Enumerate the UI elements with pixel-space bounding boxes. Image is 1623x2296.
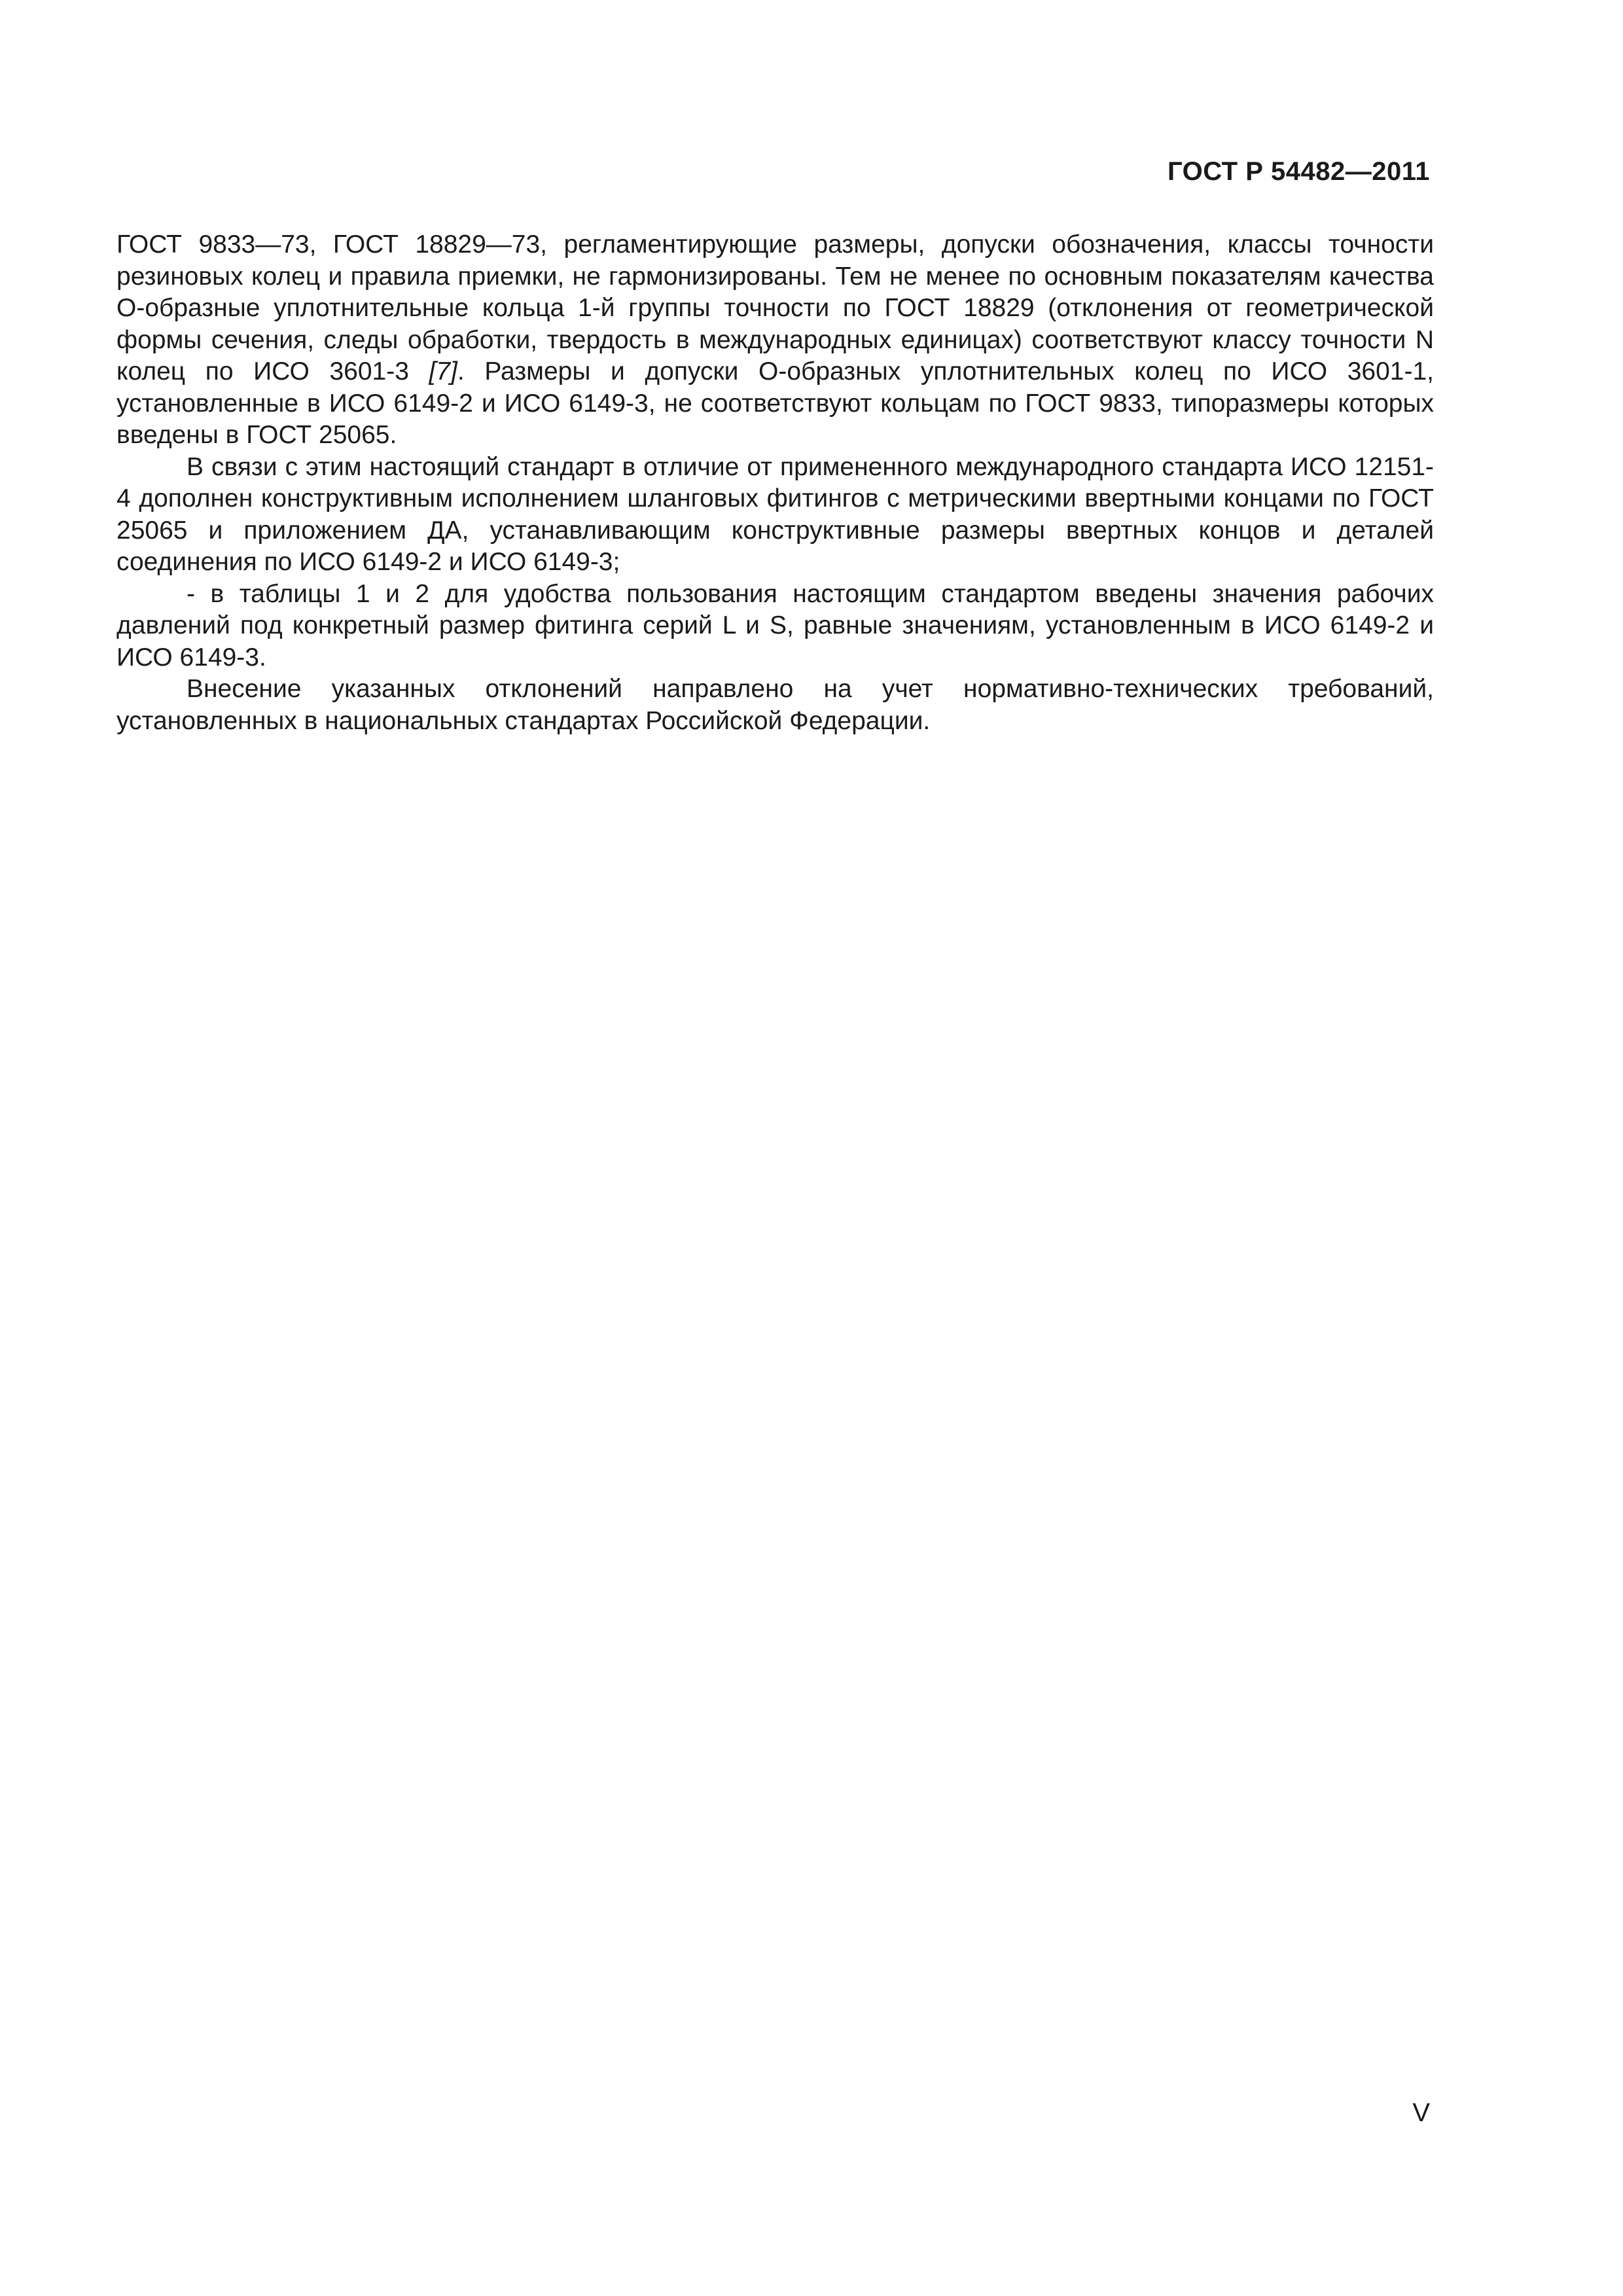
page-number: V [1412, 2098, 1430, 2127]
bibliography-reference: [7] [429, 357, 457, 386]
main-text [116, 229, 1434, 737]
paragraph-gost-standards [116, 229, 1434, 452]
paragraph-text: ГОСТ 9833—73, ГОСТ 18829—73, регламентирующие размеры, допуски обозначения, классы точности резиновых колец и правила приемки, не гармонизированы. Тем не менее по основным показателям качества О-образные уплотнительные кольца 1-й группы точности по ГОСТ 18829 (отклонения от геометрической формы сечения, следы обработки, твердость в международных единицах) соответствуют классу точности N колец по ИСО 3601-3 [116, 230, 1434, 386]
paragraph-conclusion: Внесение указанных отклонений направлено на учет нормативно-технических требований, установленных в национальных стандартах Российской Федерации. [116, 675, 1434, 735]
paragraph-deviations: В связи с этим настоящий стандарт в отличие от примененного международного стандарта ИСО 12151-4 дополнен конструктивным исполнением шланговых фитингов с метрическими ввертными концами по ГОСТ 25065 и приложением ДА, устанавливающим конструктивные размеры ввертных концов и деталей соединения по ИСО 6149-2 и ИСО 6149-3; [116, 452, 1434, 576]
paragraph-text: . Размеры и допуски О-образных уплотнительных колец по ИСО 3601-1, установленные в ИСО 6149-2 и ИСО 6149-3, не соответствуют кольцам по ГОСТ 9833, типоразмеры которых введены в ГОСТ 25065. [116, 357, 1434, 449]
document-code: ГОСТ Р 54482—2011 [1168, 157, 1430, 186]
paragraph-tables: - в таблицы 1 и 2 для удобства пользования настоящим стандартом введены значения рабочих давлений под конкретный размер фитинга серий L и S, равные значениям, установленным в ИСО 6149-2 и ИСО 6149-3. [116, 579, 1434, 672]
